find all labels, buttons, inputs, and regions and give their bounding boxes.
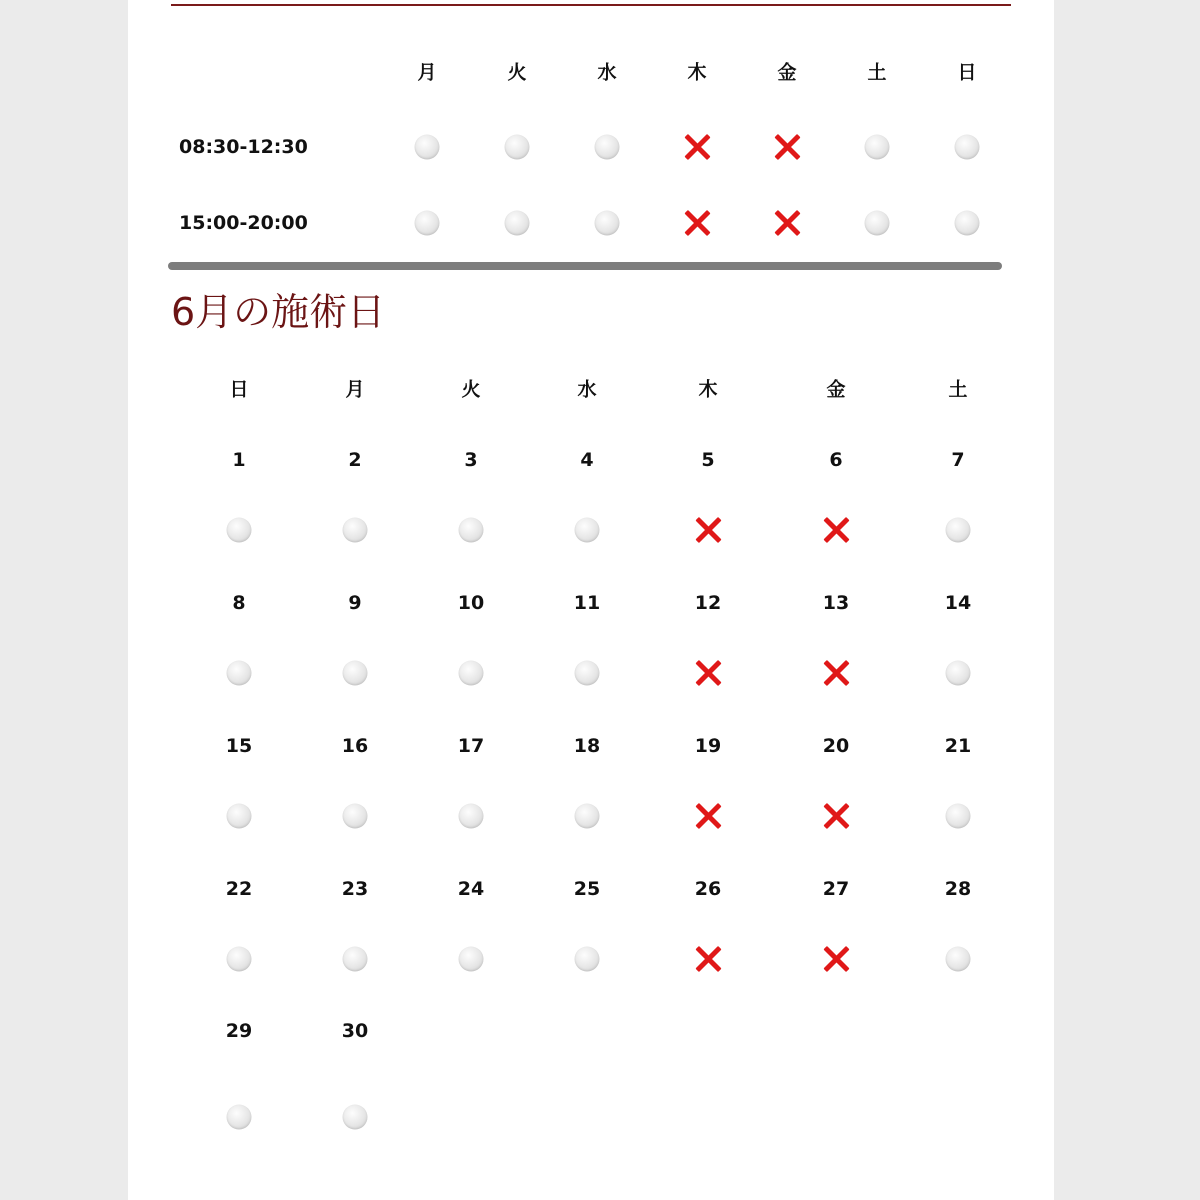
weekday-header: 火 [461,378,481,401]
schedule-page [128,0,1054,1200]
open-dot-icon [227,804,252,829]
open-dot-icon [575,804,600,829]
open-dot-icon [946,947,971,972]
open-dot-icon [227,661,252,686]
weekday-header: 水 [577,378,597,401]
calendar-day-number[interactable]: 10 [457,592,485,614]
weekday-header: 金 [826,378,846,401]
weekday-header: 木 [698,378,718,401]
calendar-day-number[interactable]: 5 [701,449,715,471]
open-dot-icon [946,661,971,686]
calendar-day-number[interactable]: 7 [951,449,965,471]
calendar-day-number[interactable]: 11 [573,592,601,614]
calendar-day-number[interactable]: 21 [944,735,972,757]
open-dot-icon [946,518,971,543]
weekday-header: 日 [229,378,249,401]
calendar-day-number[interactable]: 26 [694,878,722,900]
weekday-header: 月 [345,378,365,401]
open-dot-icon [459,947,484,972]
calendar-day-number[interactable]: 24 [457,878,485,900]
open-dot-icon [459,661,484,686]
calendar-day-number[interactable]: 27 [822,878,850,900]
calendar-day-number[interactable]: 9 [348,592,362,614]
month-title: 6月の施術日 [171,290,386,334]
calendar-day-number[interactable]: 22 [225,878,253,900]
calendar-day-number[interactable]: 23 [341,878,369,900]
weekday-header: 金 [777,61,797,84]
calendar-day-number[interactable]: 8 [232,592,246,614]
closed-x-icon [694,802,722,830]
weekday-header: 月 [417,61,437,84]
calendar-day-number[interactable]: 1 [232,449,246,471]
calendar-day-number[interactable]: 3 [464,449,478,471]
open-dot-icon [459,518,484,543]
month-calendar [128,0,1054,1200]
open-dot-icon [343,518,368,543]
open-dot-icon [227,518,252,543]
open-dot-icon [343,661,368,686]
calendar-day-number[interactable]: 12 [694,592,722,614]
open-dot-icon [227,1105,252,1130]
open-dot-icon [946,804,971,829]
open-dot-icon [343,1105,368,1130]
closed-x-icon [822,659,850,687]
time-slot-label: 15:00-20:00 [179,212,308,234]
calendar-day-number[interactable]: 16 [341,735,369,757]
open-dot-icon [343,947,368,972]
calendar-day-number[interactable]: 25 [573,878,601,900]
open-dot-icon [227,947,252,972]
time-slot-label: 08:30-12:30 [179,136,308,158]
calendar-day-number[interactable]: 2 [348,449,362,471]
calendar-day-number[interactable]: 29 [225,1020,253,1042]
open-dot-icon [459,804,484,829]
calendar-day-number[interactable]: 14 [944,592,972,614]
calendar-day-number[interactable]: 20 [822,735,850,757]
weekday-header: 火 [507,61,527,84]
calendar-day-number[interactable]: 4 [580,449,594,471]
weekday-header: 土 [867,61,887,84]
weekday-header: 土 [948,378,968,401]
closed-x-icon [822,945,850,973]
calendar-day-number[interactable]: 19 [694,735,722,757]
calendar-day-number[interactable]: 13 [822,592,850,614]
calendar-day-number[interactable]: 18 [573,735,601,757]
calendar-day-number[interactable]: 15 [225,735,253,757]
open-dot-icon [575,518,600,543]
weekday-header: 木 [687,61,707,84]
open-dot-icon [343,804,368,829]
closed-x-icon [694,945,722,973]
calendar-day-number[interactable]: 28 [944,878,972,900]
open-dot-icon [575,947,600,972]
open-dot-icon [575,661,600,686]
calendar-day-number[interactable]: 6 [829,449,843,471]
closed-x-icon [694,659,722,687]
closed-x-icon [694,516,722,544]
closed-x-icon [822,516,850,544]
calendar-day-number[interactable]: 30 [341,1020,369,1042]
weekday-header: 水 [597,61,617,84]
closed-x-icon [822,802,850,830]
calendar-day-number[interactable]: 17 [457,735,485,757]
weekday-header: 日 [957,61,977,84]
